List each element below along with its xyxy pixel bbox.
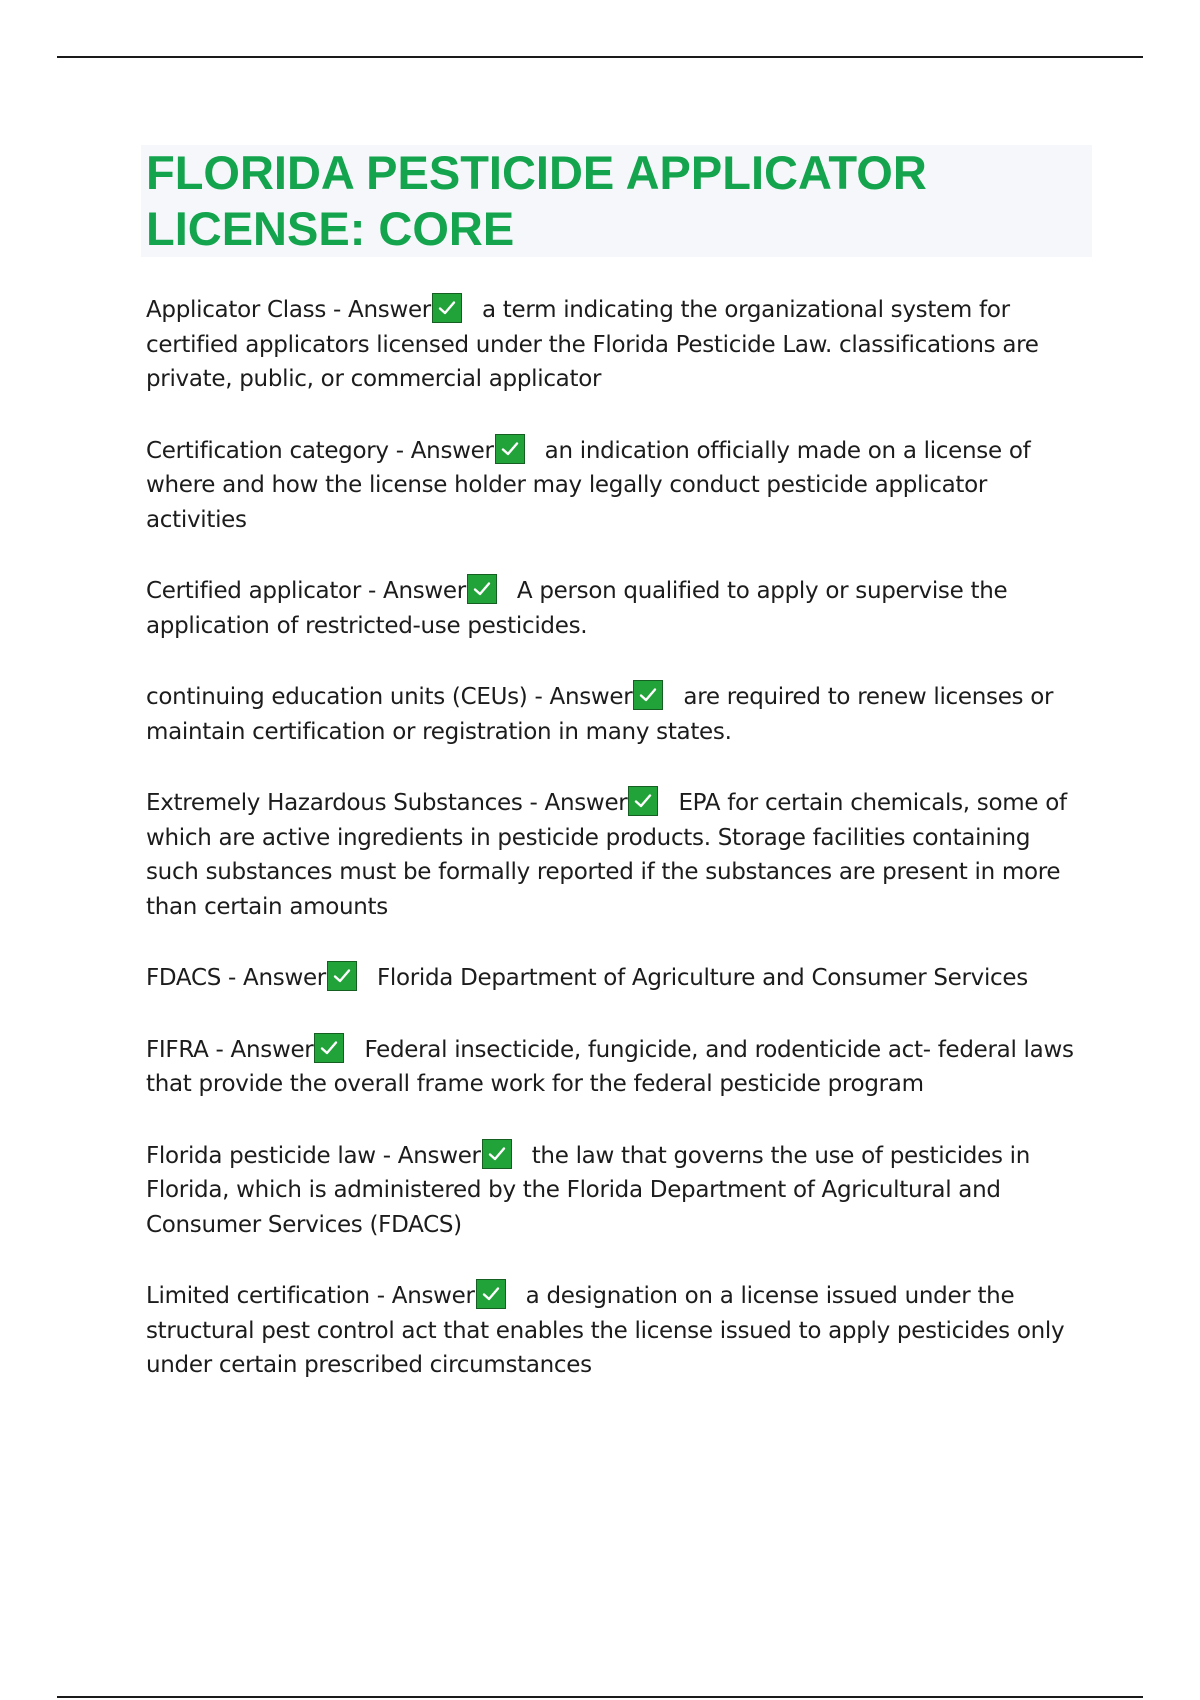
term-definition: Florida Department of Agriculture and Consumer Services [376,965,1028,991]
term-definition: A person qualified to apply or supervise the application of restricted-use pesticides. [146,578,1008,639]
answer-label: - Answer [326,297,431,323]
term-entry [146,434,1086,538]
check-mark-icon [628,786,658,816]
term-name: Extremely Hazardous Substances [146,790,523,816]
check-mark-icon [467,574,497,604]
term-entry [146,680,1086,749]
term-name: Certified applicator [146,578,361,604]
check-mark-icon [327,961,357,991]
term-definition: the law that governs the use of pesticides in Florida, which is administered by the Florida Department of Agricultural and Consumer Services (FDACS) [146,1142,1031,1238]
term-entry [146,1279,1086,1383]
term-entry [146,293,1086,397]
document-title: FLORIDA PESTICIDE APPLICATOR LICENSE: CORE [146,146,927,255]
answer-label: - Answer [388,437,494,464]
term-name: continuing education units (CEUs) [146,684,528,710]
check-mark-icon [495,434,525,464]
answer-label: - Answer [221,965,326,991]
term-name: Applicator Class [146,297,327,323]
answer-label: - Answer [208,1036,314,1063]
term-entry [146,1033,1086,1102]
term-entry [146,786,1086,924]
term-definition: a designation on a license issued under the structural pest control act that enables the license issued to apply pesticides only under certain prescribed circumstances [146,1283,1065,1378]
check-mark-icon [482,1139,512,1169]
check-mark-icon [476,1279,506,1309]
term-entry [146,961,1086,996]
term-definition: are required to renew licenses or maintain certification or registration in many states. [146,684,1054,745]
term-name: FIFRA [146,1036,209,1063]
term-name: Certification category [146,437,389,464]
answer-label: - Answer [375,1142,481,1169]
check-mark-icon [633,680,663,710]
term-definition: EPA for certain chemicals, some of which are active ingredients in pesticide products. Storage facilities containing such substances must be formally reported if the substances are present in more than certain amounts [146,790,1067,920]
bottom-rule [57,1696,1143,1698]
term-entry [146,1139,1086,1243]
check-mark-icon [432,293,462,323]
check-mark-icon [314,1033,344,1063]
term-entry [146,574,1086,643]
term-list [146,293,1086,1420]
term-definition: Federal insecticide, fungicide, and rodenticide act- federal laws that provide the overall frame work for the federal pesticide program [146,1036,1074,1097]
answer-label: - Answer [360,578,466,604]
answer-label: - Answer [369,1283,475,1309]
answer-label: - Answer [527,684,633,710]
term-name: Limited certification [146,1283,370,1309]
term-name: FDACS [146,965,222,991]
term-name: Florida pesticide law [146,1142,376,1169]
term-definition: an indication officially made on a license of where and how the license holder may legally conduct pesticide applicator activities [146,437,1031,533]
term-definition: a term indicating the organizational system for certified applicators licensed under the Florida Pesticide Law. classifications are private, public, or commercial applicator [146,297,1039,392]
answer-label: - Answer [522,790,628,816]
top-rule [57,56,1143,58]
